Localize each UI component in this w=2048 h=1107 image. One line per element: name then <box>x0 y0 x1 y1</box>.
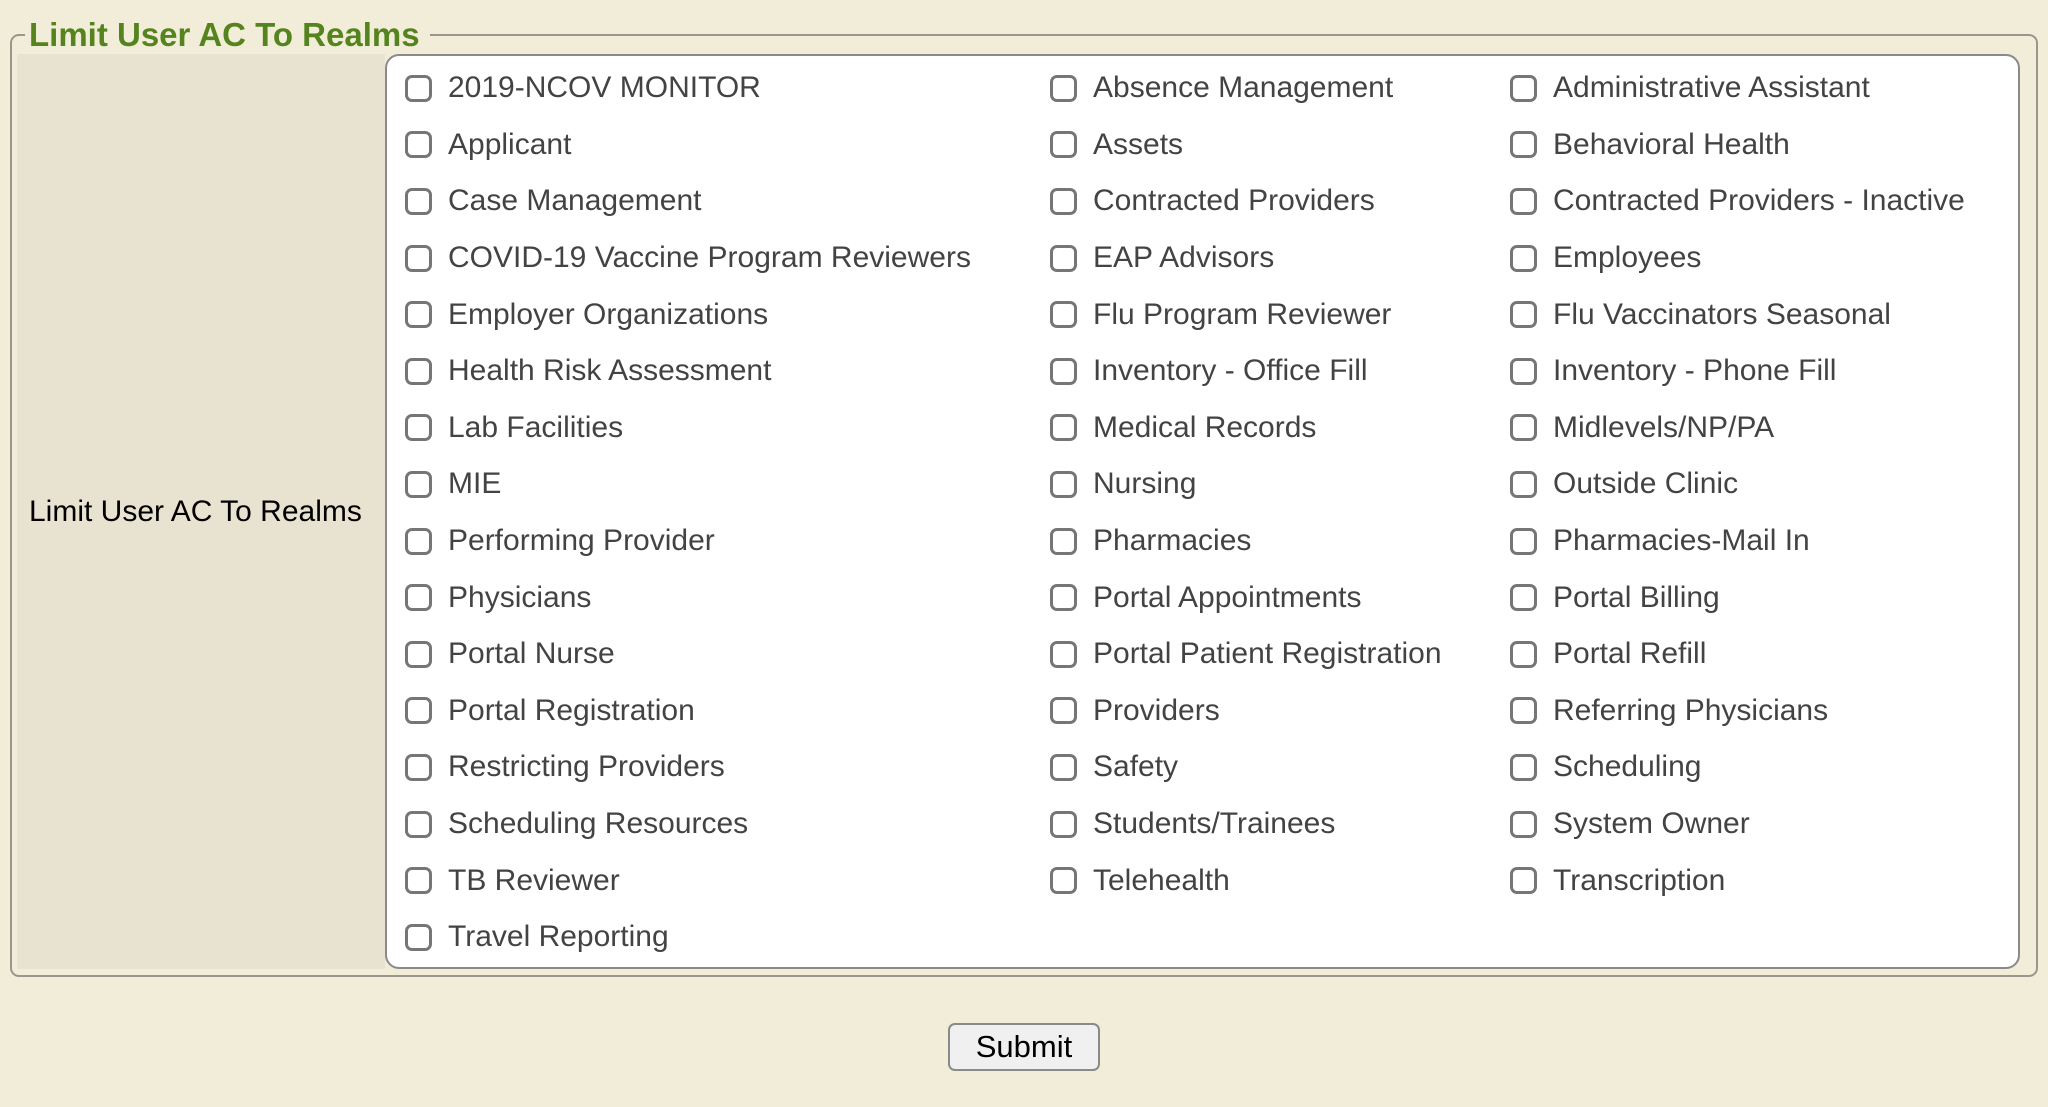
realm-item <box>405 864 1050 898</box>
realm-checkbox[interactable] <box>1050 528 1077 555</box>
realm-checkbox[interactable] <box>405 697 432 724</box>
realm-item <box>1050 524 1510 558</box>
realm-checkbox[interactable] <box>1510 245 1537 272</box>
realm-label: Portal Refill <box>1553 637 1707 671</box>
realm-label: Scheduling Resources <box>448 807 749 841</box>
realm-label: Students/Trainees <box>1093 807 1336 841</box>
realm-item <box>1050 71 1510 105</box>
realm-label: 2019-NCOV MONITOR <box>448 71 761 105</box>
realm-item <box>1050 184 1510 218</box>
realm-checkbox[interactable] <box>1510 131 1537 158</box>
realm-label: Referring Physicians <box>1553 693 1829 727</box>
realm-checkbox[interactable] <box>405 641 432 668</box>
realm-label: Employees <box>1553 241 1702 275</box>
realm-item <box>1050 411 1510 445</box>
realm-label: Performing Provider <box>448 524 715 558</box>
realm-checkbox[interactable] <box>1050 188 1077 215</box>
fieldset-legend: Limit User AC To Realms <box>29 16 420 53</box>
realm-item <box>405 241 1050 275</box>
realm-checkbox[interactable] <box>405 528 432 555</box>
realm-checkbox[interactable] <box>1050 584 1077 611</box>
realm-label: Outside Clinic <box>1553 467 1739 501</box>
realms-panel <box>385 54 2020 969</box>
realm-label: Lab Facilities <box>448 410 624 444</box>
realm-item <box>405 298 1050 332</box>
realm-checkbox[interactable] <box>1050 414 1077 441</box>
realm-checkbox[interactable] <box>1510 584 1537 611</box>
realm-item <box>1510 864 2018 898</box>
realm-item <box>1050 354 1510 388</box>
realm-checkbox[interactable] <box>1510 75 1537 102</box>
realm-label: EAP Advisors <box>1093 241 1275 275</box>
realm-label: System Owner <box>1553 807 1750 841</box>
realm-label: Behavioral Health <box>1553 127 1790 161</box>
realm-checkbox[interactable] <box>405 245 432 272</box>
realm-checkbox[interactable] <box>1050 358 1077 385</box>
realm-label: Portal Patient Registration <box>1093 637 1442 671</box>
realm-checkbox[interactable] <box>1050 754 1077 781</box>
realm-item <box>1050 807 1510 841</box>
realm-item <box>1510 128 2018 162</box>
realm-label: Portal Nurse <box>448 637 615 671</box>
realm-label: Midlevels/NP/PA <box>1553 410 1775 444</box>
realm-checkbox[interactable] <box>405 188 432 215</box>
realm-label: Nursing <box>1093 467 1197 501</box>
realm-item <box>1050 241 1510 275</box>
limit-realms-fieldset <box>10 16 2038 977</box>
realm-checkbox[interactable] <box>1510 471 1537 498</box>
realm-label: Transcription <box>1553 863 1726 897</box>
realm-checkbox[interactable] <box>1510 754 1537 781</box>
realm-checkbox[interactable] <box>405 811 432 838</box>
realm-checkbox[interactable] <box>1510 641 1537 668</box>
realm-checkbox[interactable] <box>405 414 432 441</box>
realm-item <box>1050 298 1510 332</box>
realm-item <box>1050 467 1510 501</box>
realm-label: Scheduling <box>1553 750 1702 784</box>
realm-item <box>1510 581 2018 615</box>
realm-label: Providers <box>1093 693 1220 727</box>
realm-label: MIE <box>448 467 502 501</box>
realm-checkbox[interactable] <box>1050 867 1077 894</box>
realm-item <box>1510 241 2018 275</box>
realm-item <box>405 128 1050 162</box>
realm-item <box>1050 637 1510 671</box>
realm-label: Portal Appointments <box>1093 580 1362 614</box>
realm-label: Restricting Providers <box>448 750 725 784</box>
realm-checkbox[interactable] <box>1510 301 1537 328</box>
row-label-cell <box>17 54 385 969</box>
realm-item <box>1050 750 1510 784</box>
realm-checkbox[interactable] <box>405 471 432 498</box>
realm-checkbox[interactable] <box>1510 414 1537 441</box>
realm-item <box>405 354 1050 388</box>
realm-item <box>1510 637 2018 671</box>
realm-item <box>1050 694 1510 728</box>
realm-checkbox[interactable] <box>1510 528 1537 555</box>
realm-item <box>1050 581 1510 615</box>
realm-label: Assets <box>1093 127 1184 161</box>
realm-item <box>405 524 1050 558</box>
realm-checkbox[interactable] <box>1510 358 1537 385</box>
realm-item <box>405 71 1050 105</box>
realm-checkbox[interactable] <box>1510 697 1537 724</box>
realm-checkbox[interactable] <box>1050 131 1077 158</box>
realm-checkbox[interactable] <box>1050 75 1077 102</box>
realm-checkbox[interactable] <box>1050 811 1077 838</box>
realm-label: Employer Organizations <box>448 297 769 331</box>
realm-checkbox[interactable] <box>405 301 432 328</box>
realm-label: Case Management <box>448 184 702 218</box>
realm-checkbox[interactable] <box>1510 867 1537 894</box>
realm-item <box>405 637 1050 671</box>
realm-item <box>1050 864 1510 898</box>
realm-item <box>1510 411 2018 445</box>
realm-label: COVID-19 Vaccine Program Reviewers <box>448 241 971 275</box>
limit-realms-form <box>0 16 2048 1071</box>
realm-label: Inventory - Phone Fill <box>1553 354 1837 388</box>
realm-label: Health Risk Assessment <box>448 354 772 388</box>
realm-checkbox[interactable] <box>405 358 432 385</box>
realm-label: Contracted Providers - Inactive <box>1553 184 1965 218</box>
realm-checkbox[interactable] <box>1050 697 1077 724</box>
realm-checkbox[interactable] <box>405 754 432 781</box>
realm-item <box>405 184 1050 218</box>
realm-label: Travel Reporting <box>448 920 669 954</box>
realm-item <box>1510 807 2018 841</box>
realms-grid <box>387 56 2018 966</box>
row-label: Limit User AC To Realms <box>29 494 362 528</box>
realm-label: Physicians <box>448 580 592 614</box>
realm-label: Absence Management <box>1093 71 1394 105</box>
realm-item <box>1510 750 2018 784</box>
realm-label: Safety <box>1093 750 1179 784</box>
realm-checkbox[interactable] <box>1050 245 1077 272</box>
realm-checkbox[interactable] <box>405 75 432 102</box>
realm-item <box>405 581 1050 615</box>
realm-item <box>1510 354 2018 388</box>
realm-item <box>1510 524 2018 558</box>
realm-label: Inventory - Office Fill <box>1093 354 1368 388</box>
realm-item <box>1510 71 2018 105</box>
realm-checkbox[interactable] <box>405 924 432 951</box>
realm-label: Contracted Providers <box>1093 184 1375 218</box>
realm-checkbox[interactable] <box>1050 301 1077 328</box>
realm-checkbox[interactable] <box>1050 471 1077 498</box>
realm-checkbox[interactable] <box>405 584 432 611</box>
realm-item <box>405 750 1050 784</box>
realm-item <box>1050 128 1510 162</box>
realm-label: Pharmacies <box>1093 524 1252 558</box>
realm-item <box>405 807 1050 841</box>
realm-label: Portal Registration <box>448 693 695 727</box>
realm-item <box>1510 467 2018 501</box>
fieldset-body <box>17 54 2020 969</box>
realm-checkbox[interactable] <box>1510 811 1537 838</box>
realm-checkbox[interactable] <box>1050 641 1077 668</box>
realm-item <box>405 411 1050 445</box>
realm-item <box>405 467 1050 501</box>
realm-label: Flu Vaccinators Seasonal <box>1553 297 1891 331</box>
submit-row <box>0 1023 2048 1071</box>
realm-item <box>1510 694 2018 728</box>
realm-label: Applicant <box>448 127 572 161</box>
realm-item <box>405 920 1050 954</box>
realm-checkbox[interactable] <box>1510 188 1537 215</box>
realm-label: Administrative Assistant <box>1553 71 1870 105</box>
realm-checkbox[interactable] <box>405 867 432 894</box>
realm-label: Telehealth <box>1093 863 1230 897</box>
realm-label: Portal Billing <box>1553 580 1720 614</box>
realm-checkbox[interactable] <box>405 131 432 158</box>
submit-button[interactable]: Submit <box>948 1023 1100 1071</box>
realm-label: Pharmacies-Mail In <box>1553 524 1810 558</box>
realm-item <box>1510 298 2018 332</box>
realm-label: TB Reviewer <box>448 863 620 897</box>
realm-item <box>1510 184 2018 218</box>
realm-item <box>405 694 1050 728</box>
realm-label: Medical Records <box>1093 410 1317 444</box>
realm-label: Flu Program Reviewer <box>1093 297 1392 331</box>
